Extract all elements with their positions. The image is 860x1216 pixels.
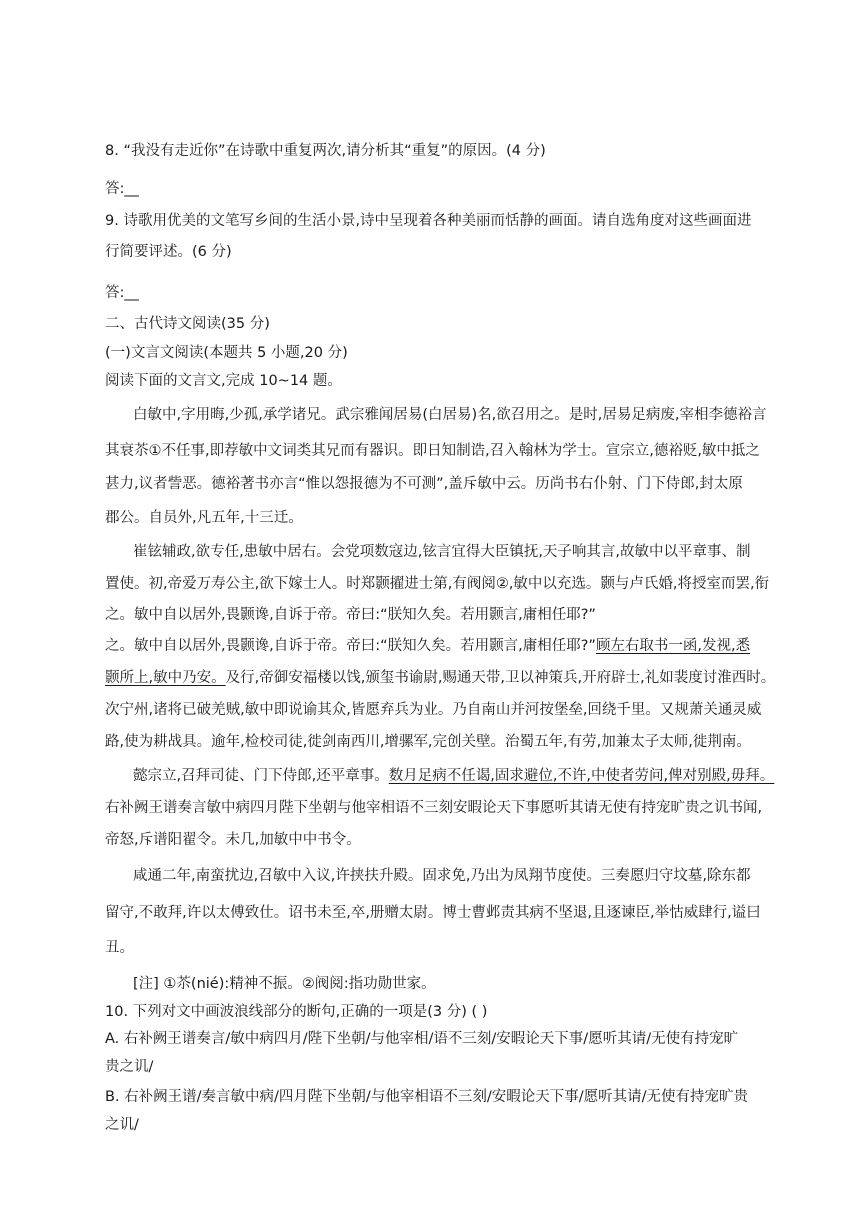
question-9-answer: 答:__ — [105, 285, 139, 301]
section-title: 二、古代诗文阅读(35 分) — [105, 316, 270, 332]
passage-p2-line3: 之。敏中自以居外,畏颢谗,自诉于帝。帝曰:“朕知久矣。若用颢言,庸相任耶?” — [105, 607, 596, 623]
question-10-option-b-line2: 之讥/ — [105, 1117, 139, 1133]
passage-p2-line6: 次宁州,诸将已破羌贼,敏中即说谕其众,皆愿弃兵为业。乃自南山并河按堡垒,回绕千里。又规萧关通灵威 — [105, 702, 762, 718]
passage-p1-line4: 郡公。自员外,凡五年,十三迁。 — [105, 510, 303, 526]
passage-p2-line7: 路,使为耕战具。逾年,检校司徒,徙剑南西川,增骡军,完创关壁。治蜀五年,有劳,加兼太子太师,徙荆南。 — [105, 734, 751, 750]
question-10-prompt: 10. 下列对文中画波浪线部分的断句,正确的一项是(3 分) ( ) — [105, 1004, 488, 1020]
passage-p2-line5 — [105, 668, 775, 688]
wavy-underline-segment-b: 颢所上,敏中乃安。 — [105, 670, 226, 686]
section-instruction: 阅读下面的文言文,完成 10~14 题。 — [105, 373, 342, 389]
passage-p3-line2: 右补阙王谱奏言敏中病四月陛下坐朝与他宰相语不三刻安暇论天下事愿听其请无使有持宠旷贵之讥书闻, — [105, 800, 763, 816]
passage-p3-line1 — [133, 766, 774, 786]
wavy-underline-segment-a: 顾左右取书一函,发视,悉 — [595, 638, 751, 654]
passage-p2-line2: 置使。初,帝爱万寿公主,欲下嫁士人。时郑颢擢进士第,有阀阅②,敏中以充选。颢与卢氏婚,将授室而罢,衔 — [105, 576, 770, 592]
passage-p2-line1: 崔铉辅政,欲专任,患敏中居右。会党项数寇边,铉言宜得大臣镇抚,天子响其言,故敏中以平章事、制 — [133, 544, 751, 560]
underline-sentence: 数月足病不任谒,固求避位,不许,中使者劳问,俾对别殿,毋拜。 — [388, 768, 775, 784]
passage-p3-line1a: 懿宗立,召拜司徒、门下侍郎,还平章事。 — [133, 768, 389, 784]
passage-p2-line4 — [105, 636, 750, 656]
passage-note: [注] ①苶(nié):精神不振。②阀阅:指功勋世家。 — [133, 976, 436, 992]
section-subtitle: (一)文言文阅读(本题共 5 小题,20 分) — [105, 345, 348, 361]
question-9-prompt-line1: 9. 诗歌用优美的文笔写乡间的生活小景,诗中呈现着各种美丽而恬静的画面。请自选角度对这些画面进 — [105, 213, 752, 229]
question-10-option-a-line1: A. 右补阙王谱奏言/敏中病四月/陛下坐朝/与他宰相/语不三刻/安暇论天下事/愿听其请/无使有持宠旷 — [105, 1031, 739, 1047]
question-10-option-b-line1: B. 右补阙王谱/奏言敏中病/四月陛下坐朝/与他宰相语不三刻/安暇论天下事/愿听其请/无使有持宠旷贵 — [105, 1089, 748, 1105]
question-8-prompt: 8. “我没有走近你”在诗歌中重复两次,请分析其“重复”的原因。(4 分) — [105, 143, 546, 159]
passage-p4-line3: 丑。 — [105, 940, 134, 956]
question-8-answer: 答:__ — [105, 181, 139, 197]
question-9-prompt-line2: 行简要评述。(6 分) — [105, 244, 232, 260]
passage-p4-line1: 咸通二年,南蛮扰边,召敏中入议,许挟扶升殿。固求免,乃出为凤翔节度使。三奏愿归守坟墓,除东都 — [133, 868, 751, 884]
passage-p1-line2: 其衰苶①不任事,即荐敏中文词类其兄而有器识。即日知制诰,召入翰林为学士。宣宗立,德裕贬,敏中抵之 — [105, 443, 760, 459]
question-10-option-a-line2: 贵之讥/ — [105, 1059, 154, 1075]
passage-p1-line1: 白敏中,字用晦,少孤,承学诸兄。武宗雅闻居易(白居易)名,欲召用之。是时,居易足病废,宰相李德裕言 — [133, 407, 767, 423]
passage-p2-line4a: 之。敏中自以居外,畏颢谗,自诉于帝。帝曰:“朕知久矣。若用颢言,庸相任耶?” — [105, 638, 596, 654]
passage-p3-line3: 帝怒,斥谱阳翟令。未几,加敏中中书令。 — [105, 832, 361, 848]
passage-p2-line5b: 及行,帝御安福楼以饯,颁玺书谕尉,赐通天带,卫以神策兵,开府辟士,礼如裴度讨淮西时。 — [225, 670, 776, 686]
passage-p4-line2: 留守,不敢拜,许以太傅致仕。诏书未至,卒,册赠太尉。博士曹邺责其病不坚退,且逐谏臣,举怙威肆行,谥曰 — [105, 905, 761, 921]
passage-p1-line3: 甚力,议者訾恶。德裕著书亦言“惟以怨报德为不可测”,盖斥敏中云。历尚书右仆射、门下侍郎,封太原 — [105, 476, 743, 492]
